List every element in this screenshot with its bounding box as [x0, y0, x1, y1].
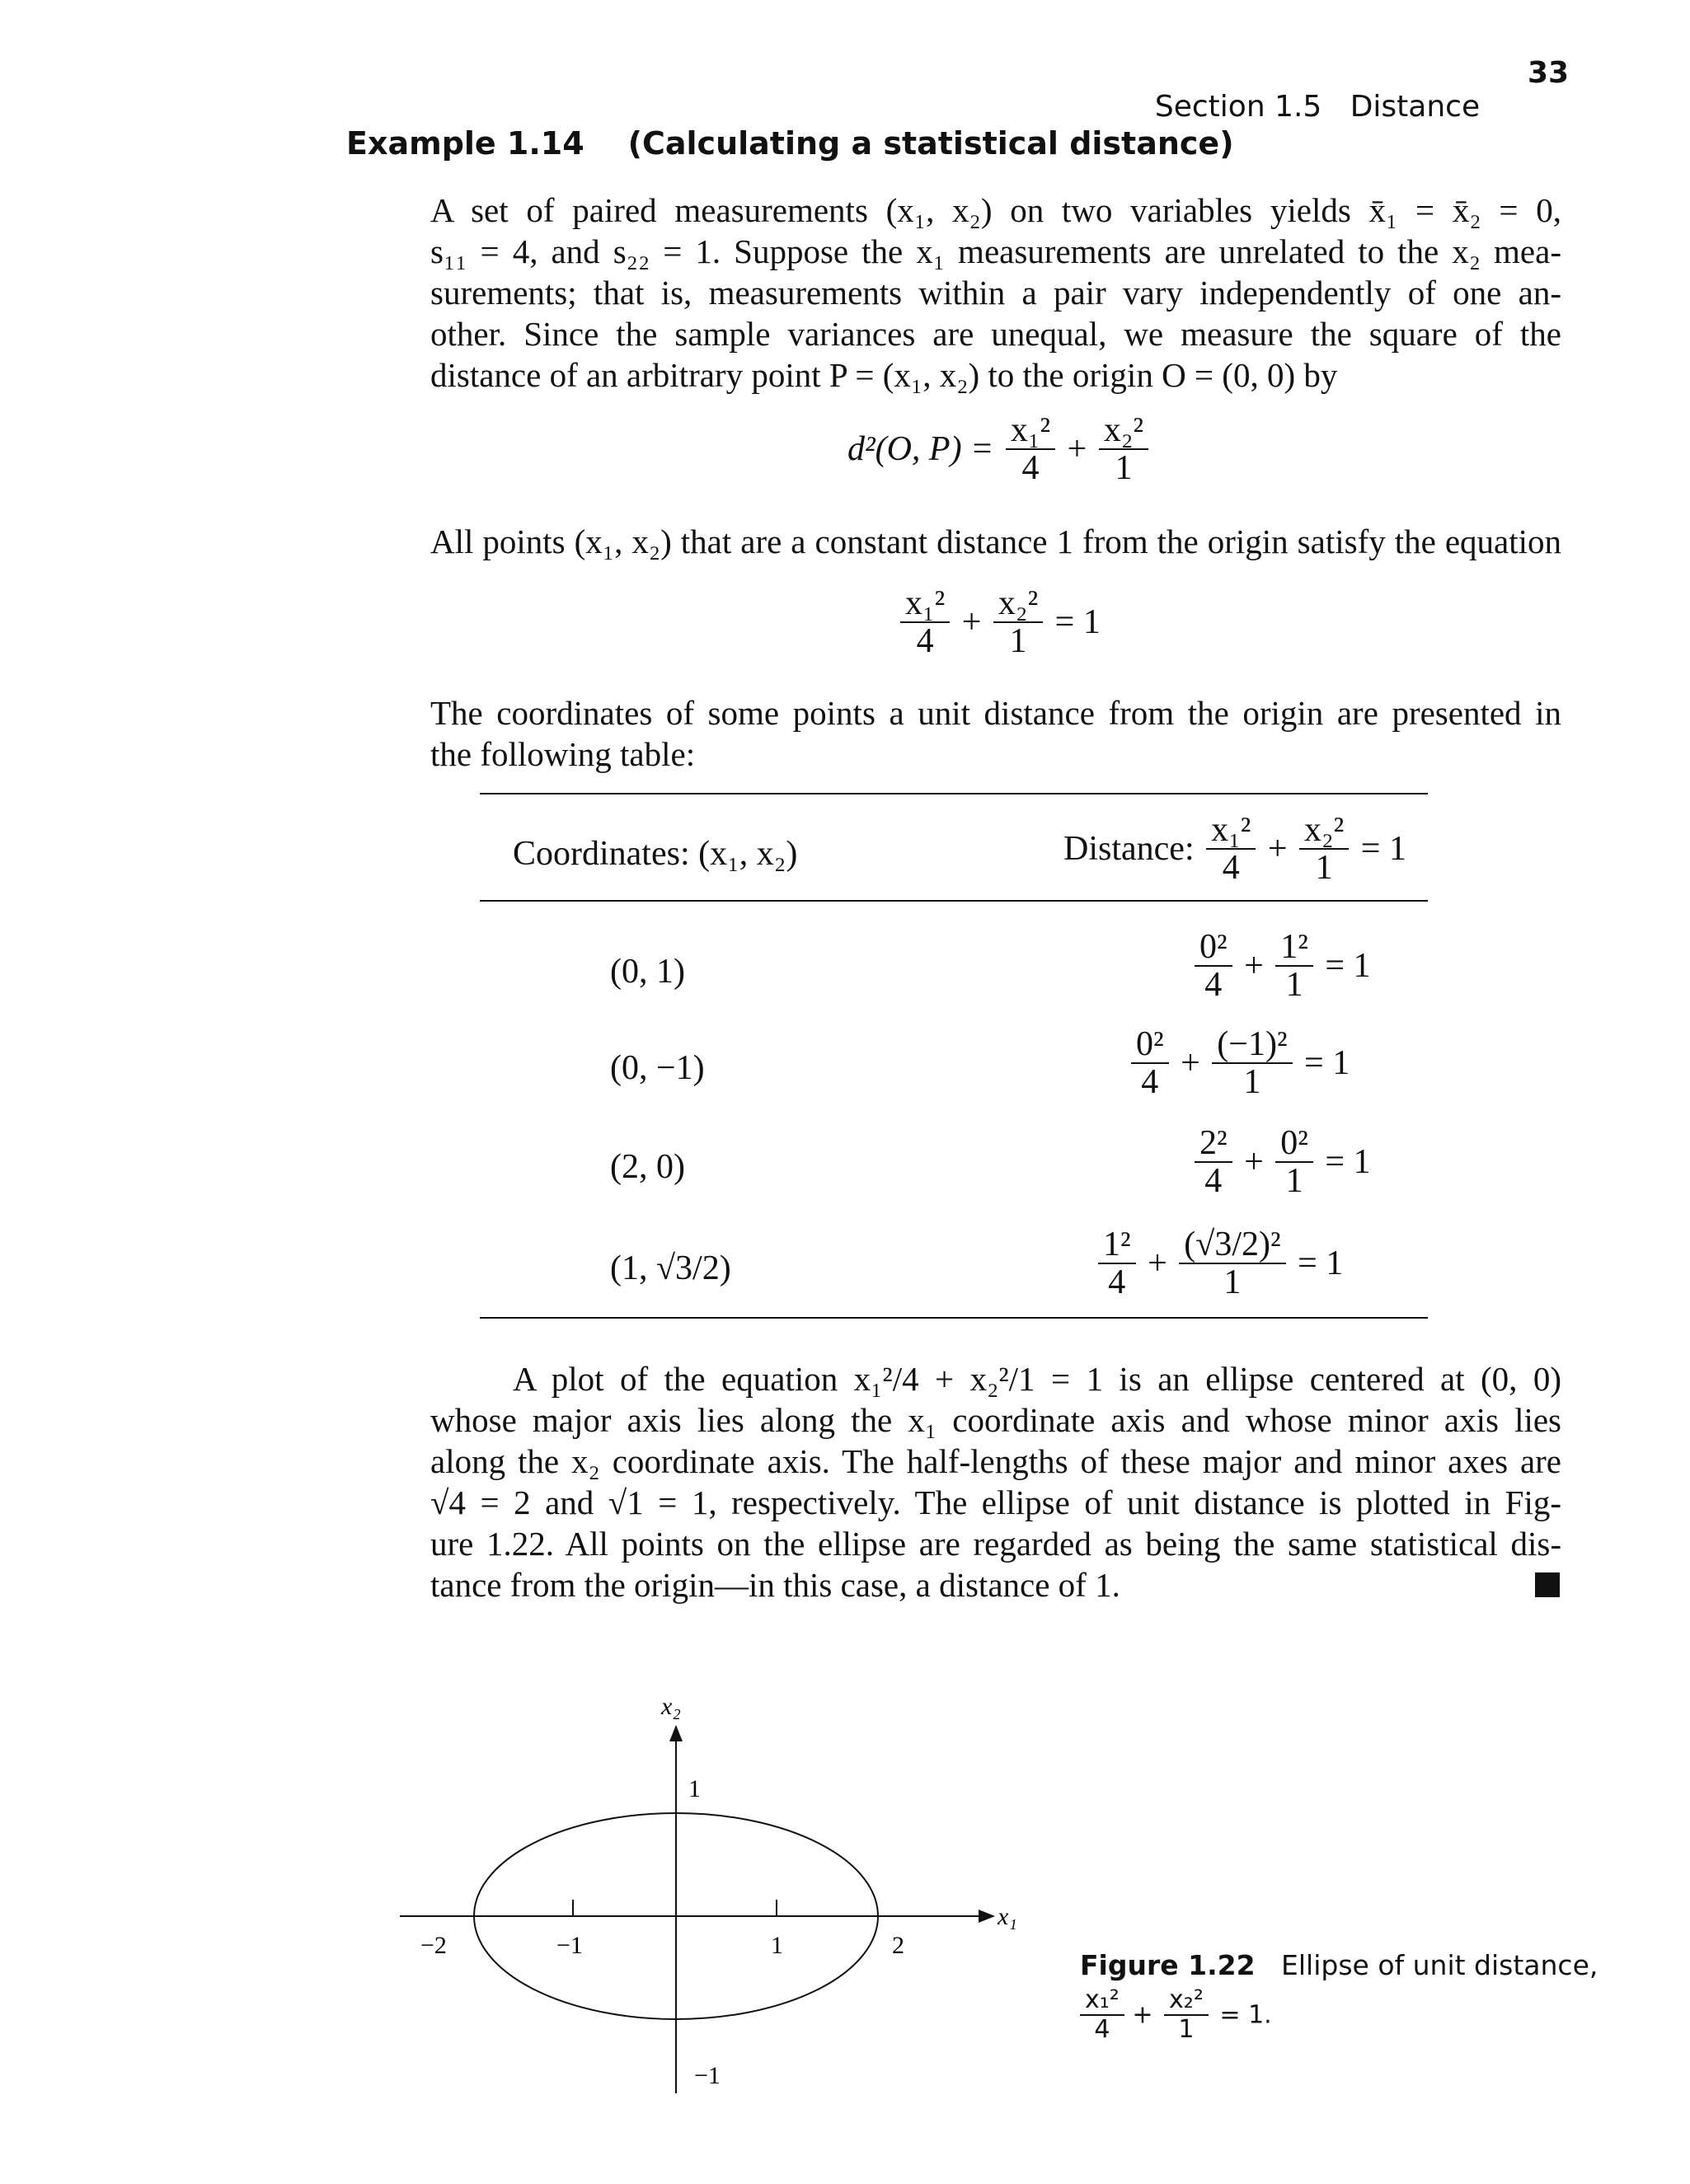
caption-rhs: = 1.: [1219, 2000, 1272, 2030]
tick-x-2-label: 2: [892, 1932, 904, 1959]
example-title: [346, 125, 1234, 162]
table-header-rule: [480, 900, 1428, 902]
term2-den: 1: [1179, 1263, 1285, 1301]
caption-t1-den: 4: [1080, 2014, 1124, 2044]
ellipse-figure: [387, 1681, 1047, 2110]
term2: [1275, 929, 1313, 1003]
header-t2-den: 1: [1299, 848, 1349, 886]
table-row-coord: (1, √3/2): [610, 1249, 731, 1287]
rhs: = 1: [1304, 1044, 1350, 1082]
table-row-coord: (2, 0): [610, 1148, 685, 1186]
header-title: Distance: [1350, 90, 1481, 124]
end-of-example-marker: [1535, 1572, 1560, 1597]
tick-x-neg2-label: −2: [420, 1932, 447, 1959]
text-line: whose major axis lies along the x₁ coordinate axis and whose minor axis lies: [430, 1401, 1561, 1439]
table-top-rule: [480, 793, 1428, 794]
term1: [1098, 1226, 1136, 1301]
table-row-coord: (0, 1): [610, 953, 685, 991]
rhs: = 1: [1298, 1244, 1344, 1282]
header-section: Section 1.5: [1154, 90, 1322, 124]
y-axis-label: x₂: [661, 1693, 681, 1720]
eq1-term2: [1099, 412, 1148, 486]
eq1-t2-num: x₂²: [1103, 411, 1144, 449]
term1: [1195, 929, 1232, 1003]
tick-x-1-label: 1: [771, 1932, 783, 1959]
eq1-t1-den: 4: [1006, 448, 1055, 486]
distance-label: Distance:: [1063, 830, 1195, 868]
term1-den: 4: [1098, 1263, 1136, 1301]
term1-num: 0²: [1136, 1025, 1164, 1063]
plus-sign: +: [1267, 830, 1288, 868]
term1-num: 1²: [1103, 1226, 1131, 1263]
eq1-term1: [1006, 412, 1055, 486]
plus-sign: +: [1067, 430, 1087, 468]
header-rhs: = 1: [1360, 830, 1406, 868]
eq1-t1-num: x₁²: [1010, 411, 1051, 449]
term1: [1131, 1026, 1169, 1100]
page-number: 33: [1528, 56, 1570, 90]
table-header-distance: [1063, 812, 1406, 886]
term1-den: 4: [1195, 965, 1232, 1003]
paragraph-4: [430, 1358, 1561, 1605]
term1-den: 4: [1131, 1062, 1169, 1100]
term2-den: 1: [1275, 965, 1313, 1003]
header-t1-den: 4: [1206, 848, 1256, 886]
table-row-coord: (0, −1): [610, 1049, 705, 1087]
caption-line-1: [1080, 1949, 1598, 1981]
plus-sign: +: [961, 603, 982, 641]
term1: [1195, 1125, 1232, 1199]
text-line: along the x₂ coordinate axis. The half-lengths of these major and minor axes are: [430, 1442, 1561, 1480]
text-line: A plot of the equation x₁²/4 + x₂²/1 = 1 is an ellipse centered at (0, 0): [513, 1360, 1561, 1398]
eq2-term2: [993, 585, 1043, 659]
eq2-rhs: = 1: [1054, 603, 1101, 641]
caption-equation: [1080, 1986, 1598, 2044]
header-term1: [1206, 812, 1256, 886]
x-axis-label: x₁: [998, 1903, 1017, 1930]
term2-den: 1: [1275, 1161, 1313, 1199]
term1-num: 2²: [1199, 1124, 1228, 1162]
rhs: = 1: [1325, 1143, 1371, 1181]
figure-caption: [1080, 1949, 1598, 2044]
header-term2: [1299, 812, 1349, 886]
table-bottom-rule: [480, 1317, 1428, 1319]
eq2-term1: [900, 585, 950, 659]
table-row-distance: [1191, 1125, 1371, 1199]
term2-num: 1²: [1280, 928, 1308, 966]
eq2-t2-den: 1: [993, 621, 1043, 659]
term2-den: 1: [1212, 1062, 1292, 1100]
eq1-t2-den: 1: [1099, 448, 1148, 486]
term2-num: (−1)²: [1217, 1025, 1288, 1063]
term2: [1275, 1125, 1313, 1199]
table-row-distance: [1128, 1026, 1350, 1100]
text-line: distance of an arbitrary point P = (x₁, x₂) to the origin O = (0, 0) by: [430, 356, 1338, 394]
paragraph-1: [430, 190, 1561, 396]
caption-t1-num: x₁²: [1085, 1985, 1120, 2014]
text-line: other. Since the sample variances are unequal, we measure the square of the: [430, 315, 1561, 353]
term2: [1179, 1226, 1285, 1301]
table-row-distance: [1191, 929, 1371, 1003]
table-row-distance: [1095, 1226, 1343, 1301]
term2: [1212, 1026, 1292, 1100]
caption-t2-num: x₂²: [1169, 1985, 1204, 2014]
term1-den: 4: [1195, 1161, 1232, 1199]
eq2-t1-den: 4: [900, 621, 950, 659]
caption-text: Ellipse of unit distance,: [1281, 1949, 1598, 1981]
text-line: A set of paired measurements (x₁, x₂) on two variables yields x̄₁ = x̄₂ = 0,: [430, 191, 1561, 229]
text-line: surements; that is, measurements within a pair vary independently of one an-: [430, 274, 1561, 312]
eq1-lhs: d²(O, P) =: [847, 430, 994, 468]
tick-y-1: 1: [688, 1775, 701, 1802]
text-line: All points (x₁, x₂) that are a constant distance 1 from the origin satisfy the equation: [430, 523, 1561, 560]
plus-sign: +: [1244, 1143, 1264, 1181]
plus-sign: +: [1148, 1244, 1167, 1282]
text-line: the following table:: [430, 735, 696, 773]
caption-term1: [1080, 1986, 1124, 2044]
plus-sign: +: [1132, 2000, 1153, 2030]
plus-sign: +: [1244, 947, 1264, 985]
tick-x-neg1-label: −1: [556, 1932, 583, 1959]
caption-term2: [1164, 1986, 1209, 2044]
header-t1-num: x₁²: [1211, 811, 1251, 849]
term2-num: 0²: [1280, 1124, 1308, 1162]
paragraph-3: [430, 692, 1561, 775]
equation-distance: [847, 412, 1152, 486]
eq2-t2-num: x₂²: [998, 584, 1039, 622]
paragraph-2: [430, 521, 1561, 562]
text-line: ure 1.22. All points on the ellipse are regarded as being the same statistical dis-: [430, 1525, 1561, 1563]
term1-num: 0²: [1199, 928, 1228, 966]
header-t2-num: x₂²: [1304, 811, 1345, 849]
rhs: = 1: [1325, 947, 1371, 985]
equation-constraint: [897, 585, 1101, 659]
caption-t2-den: 1: [1164, 2014, 1209, 2044]
term2-num: (√3/2)²: [1184, 1226, 1281, 1263]
plus-sign: +: [1181, 1044, 1200, 1082]
example-heading: (Calculating a statistical distance): [627, 125, 1234, 162]
caption-label: Figure 1.22: [1080, 1949, 1256, 1981]
text-line: s₁₁ = 4, and s₂₂ = 1. Suppose the x₁ measurements are unrelated to the x₂ mea-: [430, 232, 1561, 270]
tick-y-neg1: −1: [694, 2062, 721, 2089]
table-header-coordinates: Coordinates: (x₁, x₂): [513, 835, 798, 873]
text-line: tance from the origin—in this case, a distance of 1.: [430, 1566, 1120, 1604]
text-line: √4 = 2 and √1 = 1, respectively. The ellipse of unit distance is plotted in Fig-: [430, 1483, 1561, 1521]
example-label: Example 1.14: [346, 125, 584, 162]
eq2-t1-num: x₁²: [905, 584, 946, 622]
text-line: The coordinates of some points a unit distance from the origin are presented in: [430, 694, 1561, 732]
